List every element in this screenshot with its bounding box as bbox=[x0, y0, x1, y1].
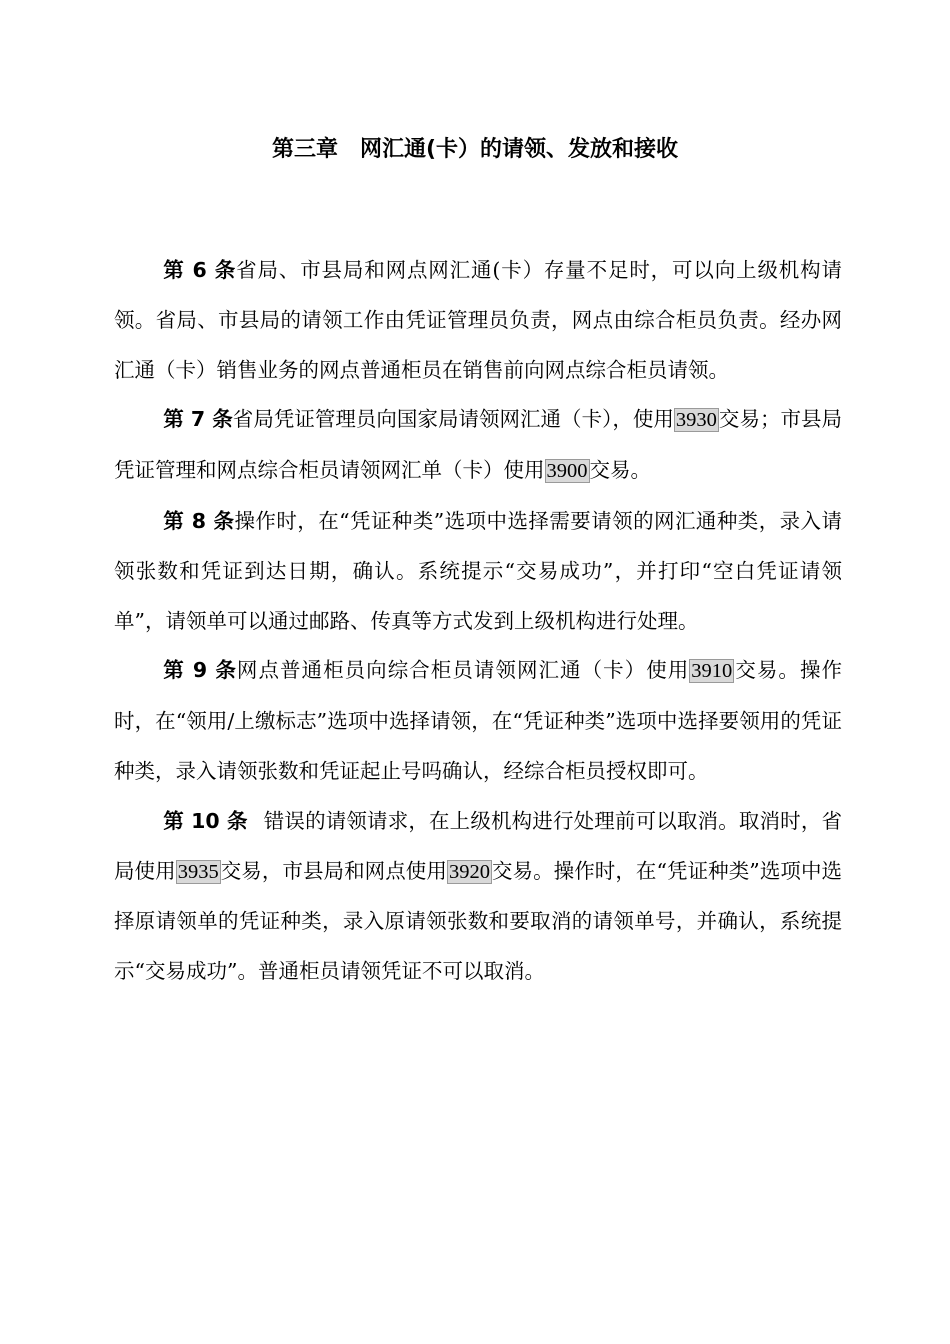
article-number: 第 10 条 bbox=[163, 808, 248, 833]
article-number: 第 8 条 bbox=[163, 508, 235, 533]
article-number: 第 7 条 bbox=[163, 407, 233, 432]
transaction-code-field: 3935 bbox=[177, 860, 219, 883]
article-6 bbox=[114, 246, 842, 395]
article-10 bbox=[114, 797, 842, 997]
article-7 bbox=[114, 395, 842, 497]
article-number: 第 9 条 bbox=[163, 658, 237, 683]
article-9 bbox=[114, 646, 842, 796]
article-text: 错误的请领请求，在上级机构进行处理前可以取消。取消时，省局使用 bbox=[114, 808, 842, 883]
transaction-code-field: 3920 bbox=[448, 860, 490, 883]
article-text: 交易。 bbox=[589, 458, 651, 483]
article-text: 省局、市县局和网点网汇通(卡）存量不足时，可以向上级机构请领。省局、市县局的请领工作由凭证管理员负责，网点由综合柜员负责。经办网汇通（卡）销售业务的网点普通柜员在销售前向网点综合柜员请领。 bbox=[114, 258, 842, 382]
transaction-code-field: 3900 bbox=[546, 460, 588, 483]
article-number: 第 6 条 bbox=[163, 258, 237, 282]
transaction-code-field: 3910 bbox=[691, 660, 733, 683]
article-text: 省局凭证管理员向国家局请领网汇通（卡），使用 bbox=[232, 407, 674, 432]
document-body bbox=[114, 246, 842, 997]
article-text: 操作时，在“凭证种类”选项中选择需要请领的网汇通种类，录入请领张数和凭证到达日期，确认。系统提示“交易成功”，并打印“空白凭证请领单”，请领单可以通过邮路、传真等方式发到上级机构进行处理。 bbox=[114, 508, 842, 633]
chapter-title: 第三章 网汇通(卡）的请领、发放和接收 bbox=[271, 137, 679, 162]
article-text: 交易。操作时，在“凭证种类”选项中选择原请领单的凭证种类，录入原请领张数和要取消的请领单号，并确认，系统提示“交易成功”。普通柜员请领凭证不可以取消。 bbox=[114, 858, 843, 984]
article-8 bbox=[114, 497, 842, 646]
article-text: 网点普通柜员向综合柜员请领网汇通（卡）使用 bbox=[236, 658, 690, 683]
article-text: 交易；市县局凭证管理和网点综合柜员请领网汇单（卡）使用 bbox=[114, 407, 843, 483]
transaction-code-field: 3930 bbox=[675, 409, 717, 432]
article-text: 交易。操作时，在“领用/上缴标志”选项中选择请领，在“凭证种类”选项中选择要领用的凭证种类，录入请领张数和凭证起止号吗确认，经综合柜员授权即可。 bbox=[114, 658, 843, 783]
article-text: 交易，市县局和网点使用 bbox=[220, 858, 447, 883]
